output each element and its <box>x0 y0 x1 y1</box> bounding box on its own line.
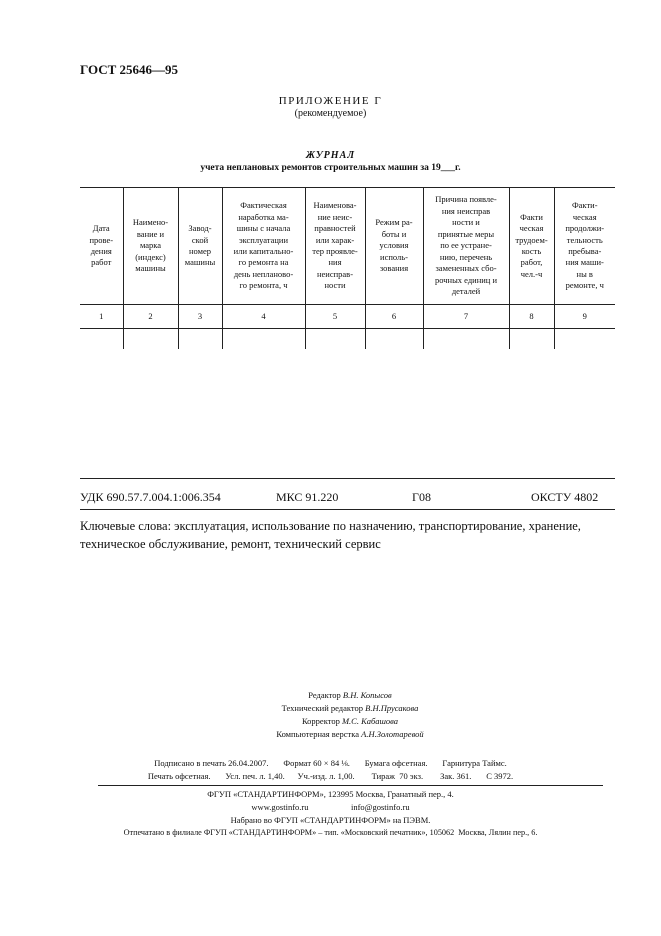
mks-code: МКС 91.220 <box>276 490 339 504</box>
imprint-line: Печать офсетная. Усл. печ. л. 1,40. Уч.-изд. л. 1,00. Тираж 70 экз. Зак. 361. С 3972. <box>147 771 514 781</box>
table-header-row <box>80 188 615 305</box>
column-header: Факти- ческая продолжи- тельность пребыва- ния маши- ны в ремонте, ч <box>554 188 615 305</box>
table-cell <box>123 329 178 350</box>
credit-role: Корректор <box>301 716 340 726</box>
column-number: 9 <box>554 305 615 329</box>
credit-name: М.С. Кабашова <box>341 716 399 726</box>
column-header: Факти ческая трудоем- кость работ, чел.-ч <box>509 188 554 305</box>
credit-role: Технический редактор <box>281 703 364 713</box>
divider <box>80 478 615 479</box>
table-cell <box>178 329 222 350</box>
imprint-line: ФГУП «СТАНДАРТИНФОРМ», 123995 Москва, Гранатный пер., 4. <box>207 789 454 799</box>
document-code: ГОСТ 25646—95 <box>80 62 179 77</box>
g-code: Г08 <box>412 490 431 504</box>
column-number: 7 <box>423 305 509 329</box>
udk-code: УДК 690.57.7.004.1:006.354 <box>80 490 221 504</box>
table-cell <box>423 329 509 350</box>
appendix-subtitle: (рекомендуемое) <box>294 108 367 119</box>
column-number: 1 <box>80 305 123 329</box>
credit-line <box>200 729 500 739</box>
credit-name: В.Н. Копысов <box>342 690 392 700</box>
column-number-row <box>80 305 615 329</box>
journal-table <box>80 187 615 349</box>
column-number: 6 <box>365 305 423 329</box>
credit-name: А.Н.Золотаревой <box>361 729 424 739</box>
journal-title: ЖУРНАЛ <box>305 150 356 161</box>
journal-subtitle: учета неплановых ремонтов строительных машин за 19___г. <box>200 163 461 173</box>
table-cell <box>305 329 365 350</box>
imprint-line: Подписано в печать 26.04.2007. Формат 60 × 84 ⅛. Бумага офсетная. Гарнитура Таймс. <box>154 758 507 768</box>
column-header: Причина появле- ния неисправ ности и принятые меры по ее устране- нию, перечень замененных сбо- рочных единиц и деталей <box>423 188 509 305</box>
column-header: Режим ра- боты и условия исполь- зования <box>365 188 423 305</box>
table-blank-row <box>80 329 615 350</box>
column-header: Дата прове- дения работ <box>80 188 123 305</box>
column-number: 3 <box>178 305 222 329</box>
column-header: Завод- ской номер машины <box>178 188 222 305</box>
keywords: Ключевые слова: эксплуатация, использование по назначению, транспортирование, хранение, техническое обслуживание, ремонт, технический сервис <box>80 519 581 552</box>
column-number: 5 <box>305 305 365 329</box>
imprint-line: Набрано во ФГУП «СТАНДАРТИНФОРМ» на ПЭВМ. <box>230 815 431 825</box>
column-header: Фактическая наработка ма- шины с начала эксплуатации или капитально- го ремонта на день непланово- го ремонта, ч <box>222 188 305 305</box>
imprint-line: www.gostinfo.ru info@gostinfo.ru <box>251 802 410 812</box>
divider <box>80 509 615 510</box>
table-cell <box>222 329 305 350</box>
credit-line <box>200 716 500 726</box>
credit-line <box>200 703 500 713</box>
credit-name: В.Н.Прусакова <box>365 703 419 713</box>
table-cell <box>365 329 423 350</box>
column-header: Наимено- вание и марка (индекс) машины <box>123 188 178 305</box>
credit-role: Редактор <box>308 690 341 700</box>
credit-line <box>200 690 500 700</box>
column-number: 4 <box>222 305 305 329</box>
column-number: 8 <box>509 305 554 329</box>
okstu-code: ОКСТУ 4802 <box>531 490 599 504</box>
imprint-line: Отпечатано в филиале ФГУП «СТАНДАРТИНФОРМ» – тип. «Московский печатник», 105062 Москва, Лялин пер., 6. <box>123 828 538 837</box>
column-number: 2 <box>123 305 178 329</box>
column-header: Наименова- ние неис- правностей или харак- тер проявле- ния неисправ- ности <box>305 188 365 305</box>
table-cell <box>509 329 554 350</box>
divider <box>98 785 603 786</box>
appendix-title: ПРИЛОЖЕНИЕ Г <box>278 95 383 107</box>
credit-role: Компьютерная верстка <box>276 729 360 739</box>
table-cell <box>554 329 615 350</box>
table-cell <box>80 329 123 350</box>
